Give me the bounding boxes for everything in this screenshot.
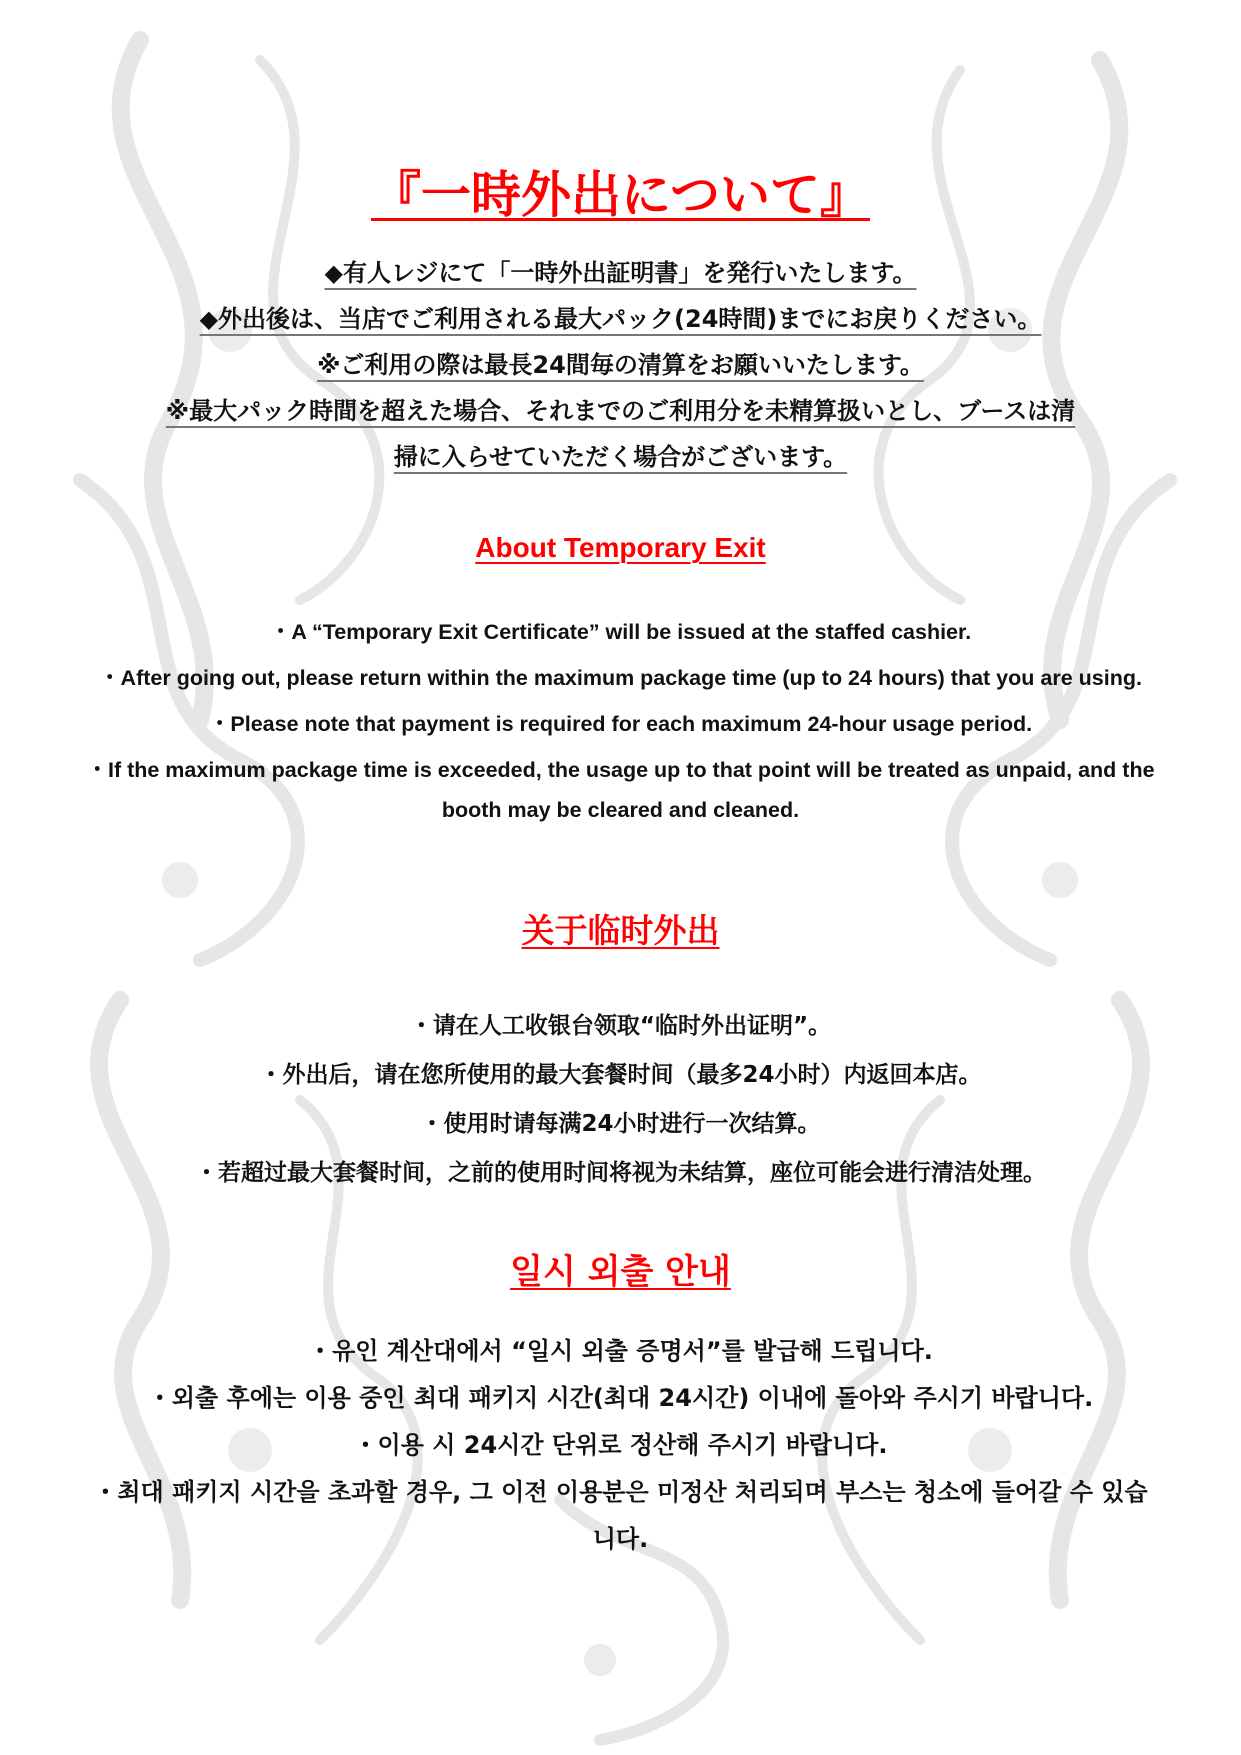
chinese-line: ・使用时请每满24小时进行一次结算。 xyxy=(420,1111,821,1137)
japanese-line: ◆有人レジにて「一時外出証明書」を発行いたします。 xyxy=(324,259,917,287)
chinese-heading xyxy=(0,908,1241,954)
english-notice xyxy=(85,612,1156,836)
english-line: ・A “Temporary Exit Certificate” will be issued at the staffed cashier. xyxy=(269,620,972,644)
korean-heading xyxy=(0,1248,1241,1296)
japanese-line: ※ご利用の際は最長24間毎の清算をお願いいたします。 xyxy=(317,351,924,379)
japanese-line: 掃に入らせていただく場合がございます。 xyxy=(393,443,848,471)
chinese-heading-text: 关于临时外出 xyxy=(521,911,720,950)
korean-line: ・이용 시 24시간 단위로 정산해 주시기 바랍니다. xyxy=(353,1431,888,1459)
korean-notice xyxy=(85,1328,1156,1563)
korean-heading-text: 일시 외출 안내 xyxy=(510,1252,731,1292)
japanese-notice xyxy=(60,250,1181,480)
page-title-text: 『一時外出について』 xyxy=(371,166,870,224)
english-heading xyxy=(0,528,1241,568)
english-line: ・If the maximum package time is exceeded, the usage up to that point will be treated as unpaid, and the booth may be cleared and cleaned. xyxy=(86,758,1155,822)
page-title xyxy=(0,160,1241,230)
chinese-line: ・请在人工收银台领取“临时外出证明”。 xyxy=(409,1013,832,1039)
korean-line: ・유인 계산대에서 “일시 외출 증명서”를 발급해 드립니다. xyxy=(308,1337,933,1365)
japanese-line: ◆外出後は、当店でご利用される最大パック(24時間)までにお戻りください。 xyxy=(199,305,1042,333)
korean-line: ・외출 후에는 이용 중인 최대 패키지 시간(최대 24시간) 이내에 돌아와 주시기 바랍니다. xyxy=(147,1384,1094,1412)
korean-line: ・최대 패키지 시간을 초과할 경우, 그 이전 이용분은 미정산 처리되며 부스는 청소에 들어갈 수 있습니다. xyxy=(93,1478,1148,1553)
english-heading-text: About Temporary Exit xyxy=(475,532,766,563)
japanese-line: ※最大パック時間を超えた場合、それまでのご利用分を未精算扱いとし、ブースは清 xyxy=(165,397,1076,425)
english-line: ・Please note that payment is required for each maximum 24-hour usage period. xyxy=(208,712,1033,736)
english-line: ・After going out, please return within the maximum package time (up to 24 hours) that you are using. xyxy=(99,666,1142,690)
chinese-line: ・外出后，请在您所使用的最大套餐时间（最多24小时）内返回本店。 xyxy=(259,1062,982,1088)
chinese-line: ・若超过最大套餐时间，之前的使用时间将视为未结算，座位可能会进行清洁处理。 xyxy=(195,1160,1046,1186)
chinese-notice xyxy=(85,1002,1156,1198)
